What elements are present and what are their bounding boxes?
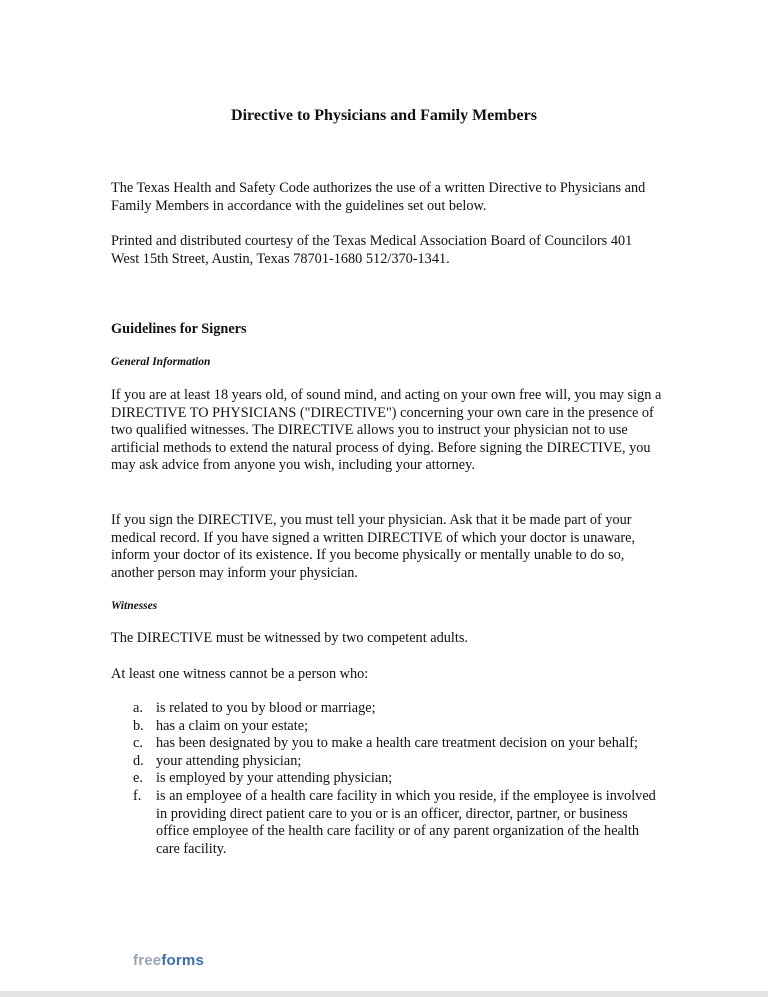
general-information-paragraph-1: If you are at least 18 years old, of sound mind, and acting on your own free will, you may sign a DIRECTIVE TO PHYSICIANS ("DIRECTIVE") concerning your own care in the presence of two qualified witnesses. The DIRECTIVE allows you to instruct your physician not to use artificial methods to extend the natural process of dying. Before signing the DIRECTIVE, you may ask advice from anyone you wish, including your attorney. xyxy=(111,387,662,474)
list-item xyxy=(111,788,663,858)
list-marker: b. xyxy=(133,717,144,734)
freeforms-logo xyxy=(133,952,204,970)
list-item-text: has a claim on your estate; xyxy=(156,717,309,734)
list-item-text: has been designated by you to make a health care treatment decision on your behalf; xyxy=(156,735,638,752)
list-marker: a. xyxy=(133,700,143,716)
page-bottom-edge xyxy=(0,991,768,997)
witnesses-heading: Witnesses xyxy=(111,600,158,612)
list-item-text: is related to you by blood or marriage; xyxy=(156,700,376,716)
list-item xyxy=(111,753,663,771)
witnesses-paragraph-2: At least one witness cannot be a person who: xyxy=(111,666,369,682)
document-title: Directive to Physicians and Family Members xyxy=(231,107,537,124)
list-item xyxy=(111,700,663,718)
list-item xyxy=(111,770,663,788)
list-item xyxy=(111,718,663,736)
list-item-text: your attending physician; xyxy=(156,752,302,769)
list-item xyxy=(111,735,663,753)
logo-text-free: free xyxy=(133,952,162,969)
courtesy-paragraph: Printed and distributed courtesy of the Texas Medical Association Board of Councilors 401 West 15th Street, Austin, Texas 78701-1680 512/370-1341. xyxy=(111,233,633,267)
witness-restrictions-list xyxy=(111,700,663,858)
witnesses-paragraph-1: The DIRECTIVE must be witnessed by two competent adults. xyxy=(111,630,468,646)
general-information-paragraph-2: If you sign the DIRECTIVE, you must tell your physician. Ask that it be made part of your medical record. If you have signed a written DIRECTIVE of which your doctor is unaware, inform your doctor of its existence. If you become physically or mentally unable to do so, another person may inform your physician. xyxy=(111,512,636,581)
section-heading: Guidelines for Signers xyxy=(111,321,247,337)
list-marker: e. xyxy=(133,770,143,787)
list-marker: d. xyxy=(133,752,144,769)
general-information-heading: General Information xyxy=(111,356,211,368)
intro-paragraph: The Texas Health and Safety Code authorizes the use of a written Directive to Physicians and Family Members in accordance with the guidelines set out below. xyxy=(111,180,646,214)
logo-text-forms: forms xyxy=(161,952,205,969)
list-marker: f. xyxy=(133,787,142,804)
list-marker: c. xyxy=(133,735,143,752)
list-item-text: is an employee of a health care facility in which you reside, if the employee is involved in providing direct patient care to you or is an officer, director, partner, or business office employee of the health care facility or of any parent organization of the health care facility. xyxy=(156,787,656,857)
list-item-text: is employed by your attending physician; xyxy=(156,770,393,787)
